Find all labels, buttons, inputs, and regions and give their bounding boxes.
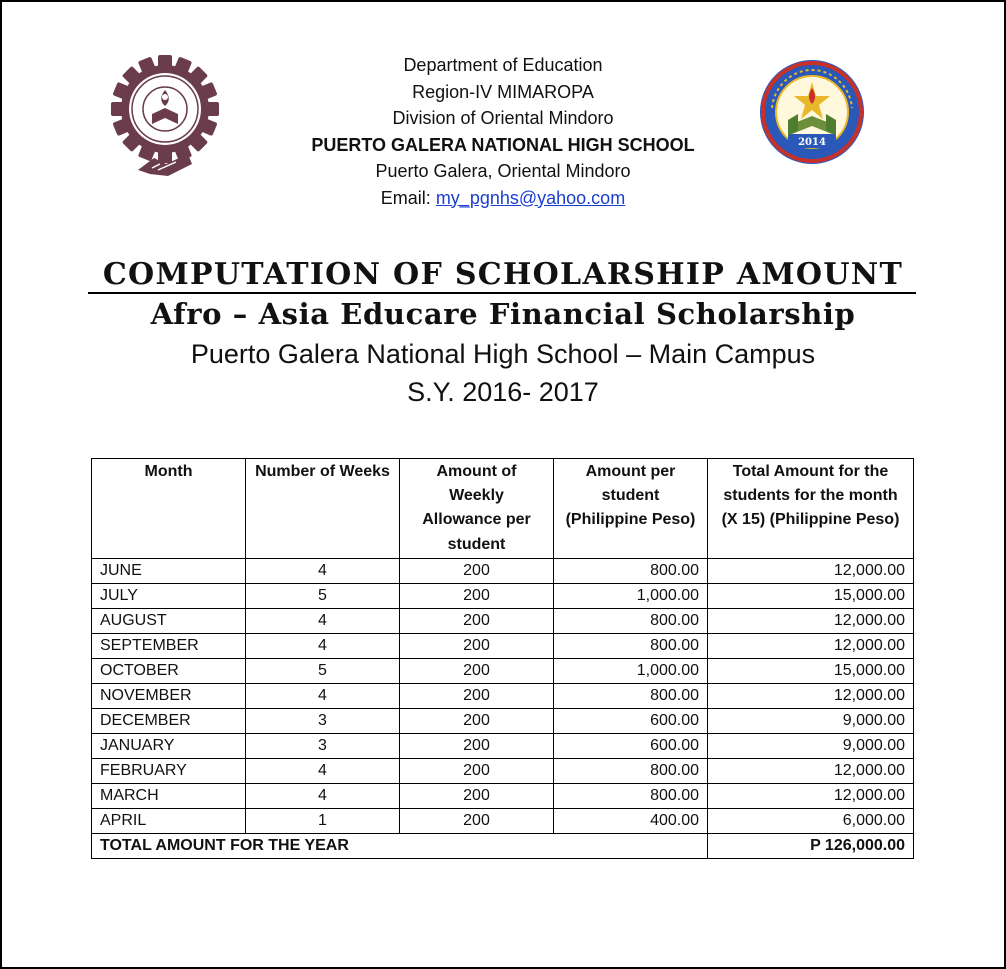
month-cell: JULY: [92, 584, 246, 609]
month-cell: JUNE: [92, 559, 246, 584]
email-line: [0, 185, 1006, 212]
school-address: Puerto Galera, Oriental Mindoro: [375, 161, 631, 181]
month-cell: APRIL: [92, 809, 246, 834]
table-row: [92, 684, 914, 709]
weekly-allowance-cell: 200: [400, 659, 554, 684]
school-year-title: S.Y. 2016- 2017: [407, 377, 599, 407]
per-student-cell: 800.00: [554, 759, 708, 784]
weeks-cell: 4: [246, 759, 400, 784]
scholarship-program-title: Afro – Asia Educare Financial Scholarship: [150, 297, 856, 331]
letterhead: [0, 52, 1006, 211]
total-value: P 126,000.00: [708, 834, 914, 859]
weekly-allowance-cell: 200: [400, 609, 554, 634]
table-row: [92, 734, 914, 759]
table-header-row: [92, 459, 914, 559]
month-cell: FEBRUARY: [92, 759, 246, 784]
monthly-total-cell: 15,000.00: [708, 659, 914, 684]
table-row: [92, 709, 914, 734]
weeks-cell: 3: [246, 734, 400, 759]
division-seal-year: 2014: [798, 137, 826, 148]
table-row: [92, 809, 914, 834]
month-cell: MARCH: [92, 784, 246, 809]
weeks-cell: 4: [246, 784, 400, 809]
school-name: PUERTO GALERA NATIONAL HIGH SCHOOL: [311, 134, 695, 155]
month-cell: AUGUST: [92, 609, 246, 634]
monthly-total-cell: 12,000.00: [708, 784, 914, 809]
per-student-cell: 600.00: [554, 709, 708, 734]
scholarship-table: [91, 458, 914, 859]
monthly-total-cell: 12,000.00: [708, 634, 914, 659]
month-cell: NOVEMBER: [92, 684, 246, 709]
weekly-allowance-cell: 200: [400, 634, 554, 659]
weeks-cell: 5: [246, 659, 400, 684]
weekly-allowance-cell: 200: [400, 784, 554, 809]
per-student-cell: 800.00: [554, 634, 708, 659]
weekly-allowance-cell: 200: [400, 584, 554, 609]
month-cell: SEPTEMBER: [92, 634, 246, 659]
table-row: [92, 659, 914, 684]
weekly-allowance-cell: 200: [400, 684, 554, 709]
per-student-cell: 800.00: [554, 784, 708, 809]
per-student-cell: 800.00: [554, 609, 708, 634]
header-monthly-total: Total Amount for the students for the month (X 15) (Philippine Peso): [708, 459, 914, 559]
table-row: [92, 584, 914, 609]
weeks-cell: 1: [246, 809, 400, 834]
monthly-total-cell: 12,000.00: [708, 759, 914, 784]
email-label: Email:: [380, 187, 436, 208]
weeks-cell: 3: [246, 709, 400, 734]
monthly-total-cell: 12,000.00: [708, 609, 914, 634]
per-student-cell: 800.00: [554, 684, 708, 709]
monthly-total-cell: 15,000.00: [708, 584, 914, 609]
monthly-total-cell: 12,000.00: [708, 559, 914, 584]
total-row: [92, 834, 914, 859]
weekly-allowance-cell: 200: [400, 559, 554, 584]
per-student-cell: 400.00: [554, 809, 708, 834]
per-student-cell: 1,000.00: [554, 584, 708, 609]
document-title: COMPUTATION OF SCHOLARSHIP AMOUNT: [102, 257, 904, 292]
header-number-of-weeks: Number of Weeks: [246, 459, 400, 559]
weeks-cell: 4: [246, 609, 400, 634]
weeks-cell: 4: [246, 559, 400, 584]
weekly-allowance-cell: 200: [400, 734, 554, 759]
table-row: [92, 634, 914, 659]
weekly-allowance-cell: 200: [400, 709, 554, 734]
weeks-cell: 4: [246, 684, 400, 709]
monthly-total-cell: 9,000.00: [708, 734, 914, 759]
month-cell: DECEMBER: [92, 709, 246, 734]
header-weekly-allowance: Amount of Weekly Allowance per student: [400, 459, 554, 559]
total-label: TOTAL AMOUNT FOR THE YEAR: [92, 834, 708, 859]
email-link[interactable]: my_pgnhs@yahoo.com: [435, 187, 626, 208]
campus-title: Puerto Galera National High School – Main Campus: [190, 339, 816, 369]
month-cell: OCTOBER: [92, 659, 246, 684]
per-student-cell: 800.00: [554, 559, 708, 584]
per-student-cell: 600.00: [554, 734, 708, 759]
table-row: [92, 759, 914, 784]
monthly-total-cell: 6,000.00: [708, 809, 914, 834]
header-month: Month: [92, 459, 246, 559]
division-name: Division of Oriental Mindoro: [392, 108, 614, 128]
table-row: [92, 559, 914, 584]
region-name: Region-IV MIMAROPA: [412, 81, 594, 102]
monthly-total-cell: 9,000.00: [708, 709, 914, 734]
weekly-allowance-cell: 200: [400, 759, 554, 784]
table-row: [92, 784, 914, 809]
weeks-cell: 4: [246, 634, 400, 659]
department-name: Department of Education: [403, 55, 603, 75]
month-cell: JANUARY: [92, 734, 246, 759]
title-underline: [88, 292, 916, 294]
weekly-allowance-cell: 200: [400, 809, 554, 834]
per-student-cell: 1,000.00: [554, 659, 708, 684]
table-row: [92, 609, 914, 634]
monthly-total-cell: 12,000.00: [708, 684, 914, 709]
header-amount-per-student: Amount per student (Philippine Peso): [554, 459, 708, 559]
weeks-cell: 5: [246, 584, 400, 609]
